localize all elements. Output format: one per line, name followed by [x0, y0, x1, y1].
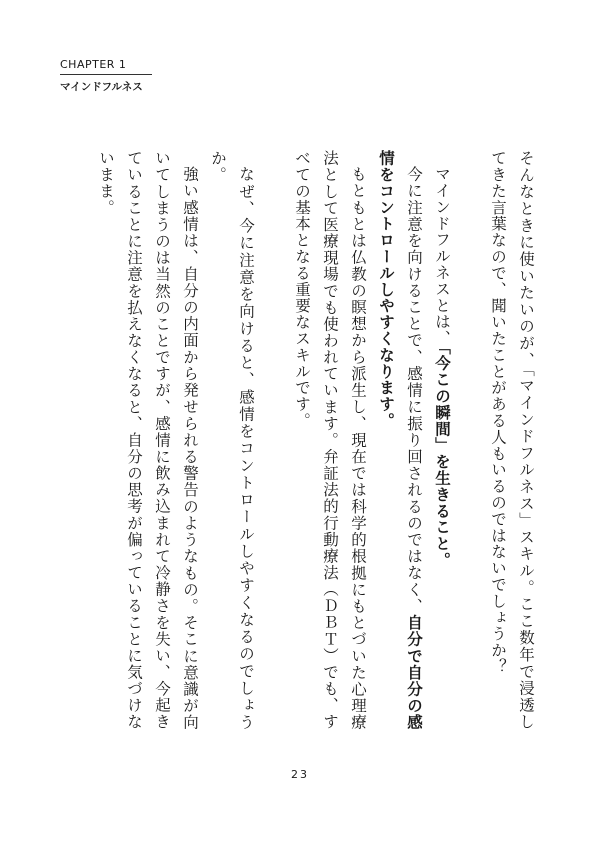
- paragraph-definition: [428, 150, 456, 730]
- definition-lead: マインドフルネスとは、: [433, 165, 451, 346]
- paragraph-intro: そんなときに使いたいのが、「マインドフルネス」スキル。ここ数年で浸透してきた言葉なので、聞いたことがある人もいるのではないでしょうか？: [489, 150, 535, 730]
- chapter-label: CHAPTER 1: [60, 58, 152, 75]
- body-text: [97, 150, 540, 730]
- benefit-lead: 今に注意を向けることで、感情に振り回されるのではなく、: [405, 165, 423, 614]
- paragraph-origin: もともとは仏教の瞑想から派生し、現在では科学的根拠にもとづいた心理療法として医療現場でも使われています。弁証法的行動療法（ＤＢＴ）でも、すべての基本となる重要なスキルです。: [293, 150, 367, 730]
- paragraph-question: なぜ、今に注意を向けると、感情をコントロールしやすくなるのでしょうか。: [209, 150, 255, 730]
- definition-emphasis: 「今この瞬間」を生きること。: [433, 345, 451, 568]
- paragraph-spacer: [260, 150, 288, 730]
- running-head: [60, 58, 152, 95]
- paragraph-spacer: [456, 150, 484, 730]
- benefit-emphasis: 自分で自分の感情をコントロールしやすくなります。: [377, 150, 423, 730]
- chapter-title: マインドフルネス: [60, 81, 143, 93]
- paragraph-explanation: 強い感情は、自分の内面から発せられる警告のようなもの。そこに意識が向いてしまうのは当然のことですが、感情に飲み込まれて冷静さを失い、今起きていることに注意を払えなくなると、自分の思考が偏っていることに気づけないまま。: [97, 150, 199, 730]
- paragraph-benefit: [372, 150, 428, 730]
- page-number: 23: [291, 768, 309, 781]
